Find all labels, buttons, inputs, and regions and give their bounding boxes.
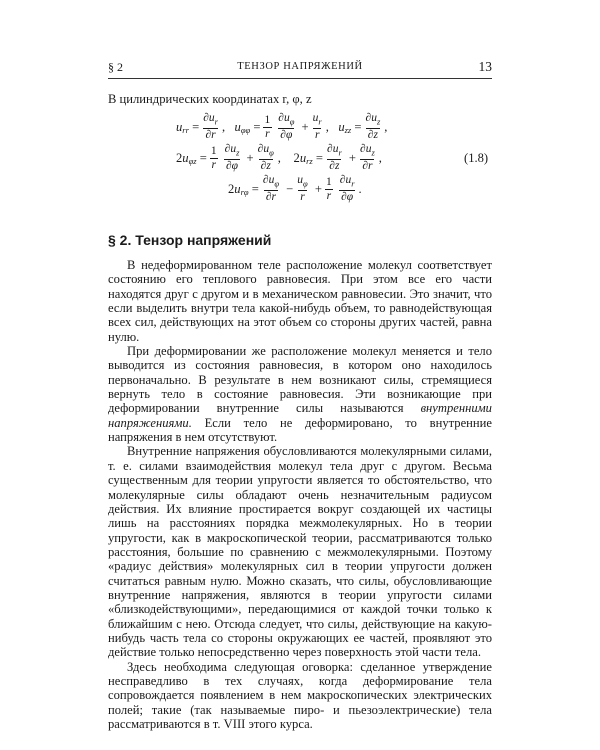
page-number: 13 (478, 59, 492, 74)
paragraph-2-emphasis: внутренними напряжениями. (108, 401, 492, 430)
paragraph-2-text-a: При деформировании же расположение молекул меняется и тело выводится из состояния равновесия, в котором оно находилось первоначально. В результате в нем возникают силы, стремящиеся вернуть тело в состояние равновесия. Эти возникающие при деформировании внутренние силы называются (108, 344, 492, 416)
paragraph-4: Здесь необходима следующая оговорка: сделанное утверждение несправедливо в тех случаях, когда деформирование тела сопровождается появлением в нем макроскопических электрических полей; такие (так называемые пиро- и пьезоэлектрические) тела рассматриваются в т. VIII этого курса. (108, 659, 492, 731)
running-header (108, 60, 492, 78)
header-rule (108, 78, 492, 79)
body-text (108, 258, 492, 731)
formula-row-2: 2 u φz = $\frac{1}{r}$ $\frac{\partial u_z}{\partial\varphi}$ + $\frac{\partial u_\varphi}{\partial z}$ , 2 u rz = $\frac{\partial u_r}{\partial z}$ + $\frac{\partial u_z}{\partial r}$ , (176, 143, 382, 173)
header-section-mark: § 2 (108, 60, 123, 74)
paragraph-3: Внутренние напряжения обусловливаются молекулярными силами, т. е. силами взаимодействия молекул тела друг с другом. Весьма существенным для теории упругости является то обстоятельство, что молекулярные силы обладают очень незначительным радиусом действия. Их влияние простирается вокруг создающей их частицы лишь на расстояниях порядка межмолекулярных. Но в теории упругости, как в макроскопической теории, рассматриваются только расстояния, большие по сравнению с межмолекулярными. Поэтому «радиус действия» молекулярных сил в теории упругости должен считаться равным нулю. Можно сказать, что силы, обусловливающие внутренние напряжения, являются в теории упругости силами «близкодействующими», передающимися от каждой точки только к ближайшим с нею. Отсюда следует, что силы, действующие на какую-нибудь часть тела со стороны окружающих ее частей, проявляют это действие только непосредственно через поверхность этой части тела. (108, 444, 492, 660)
paragraph-1: В недеформированном теле расположение молекул соответствует состоянию его теплового равновесия. При этом все его части находятся друг с другом и в механическом равновесии. Это значит, что если выделить внутри тела какой-нибудь объем, то равнодействующая всех сил, действующих на этот объем со стороны других частей, равна нулю. (108, 258, 492, 344)
equation-number: (1.8) (464, 151, 489, 165)
formula-row-1: u rr = $\frac{\partial u_r}{\partial r}$ , u φφ = $\frac{1}{r}$ $\frac{\partial u_\varphi}{\partial\varphi}$ + $\frac{u_r}{r}$ , u zz = $\frac{\partial u_z}{\partial z}$ , (176, 112, 388, 142)
intro-line: В цилиндрических координатах r, φ, z (108, 92, 312, 106)
formula-row-3: 2 u rφ = $\frac{\partial u_\varphi}{\partial r}$ − $\frac{u_\varphi}{r}$ + $\frac{1}{r}$ $\frac{\partial u_r}{\partial\varphi}$ . (228, 174, 362, 204)
paragraph-2 (108, 344, 492, 444)
paragraph-2-text-b: Если тело не деформировано, то внутренние напряжения в нем отсутствуют. (108, 415, 492, 445)
section-heading: § 2. Тензор напряжений (108, 232, 272, 248)
header-running-title: ТЕНЗОР НАПРЯЖЕНИЙ (237, 61, 363, 72)
